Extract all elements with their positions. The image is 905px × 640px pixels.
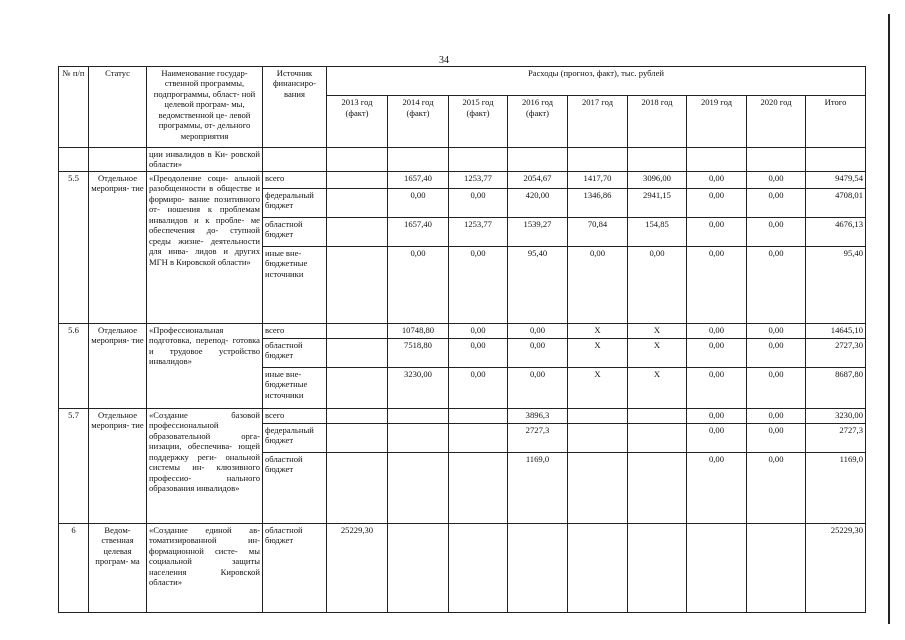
funding-source: федеральный бюджет: [263, 188, 327, 217]
expense-value: [327, 171, 388, 188]
expense-value: 0,00: [628, 246, 687, 323]
expense-value: 0,00: [449, 367, 508, 408]
expense-value: 25229,30: [806, 523, 866, 612]
expense-value: 2727,30: [806, 338, 866, 367]
expense-value: [628, 423, 687, 452]
expense-value: 2054,67: [508, 171, 568, 188]
funding-source: иные вне- бюджетные источники: [263, 246, 327, 323]
expense-value: 1253,77: [449, 217, 508, 246]
expense-value: [327, 323, 388, 338]
row-number: 5.7: [59, 408, 89, 523]
expense-value: 0,00: [687, 171, 747, 188]
expense-value: 95,40: [508, 246, 568, 323]
expense-value: [628, 408, 687, 423]
expense-value: [388, 408, 449, 423]
expense-value: 0,00: [388, 246, 449, 323]
funding-source: областной бюджет: [263, 523, 327, 612]
expense-value: 0,00: [508, 367, 568, 408]
expense-value: 0,00: [747, 423, 806, 452]
header-year: 2019 год: [687, 96, 747, 148]
expense-value: 0,00: [568, 246, 628, 323]
row-status: Отдельное мероприя- тие: [89, 323, 147, 408]
expense-value: [568, 408, 628, 423]
expense-value: 0,00: [687, 367, 747, 408]
row-program-name: «Создание единой ав- томатизированной ин- формационной систе- мы социальной защиты населения Кировской области»: [147, 523, 263, 612]
expense-value: 0,00: [449, 246, 508, 323]
funding-source: областной бюджет: [263, 452, 327, 523]
expense-value: 0,00: [747, 367, 806, 408]
funding-source: всего: [263, 408, 327, 423]
expense-value: [388, 423, 449, 452]
expense-value: [508, 523, 568, 612]
expense-value: 10748,80: [388, 323, 449, 338]
expense-value: 0,00: [687, 246, 747, 323]
table-row: [59, 323, 866, 338]
expense-value: 0,00: [687, 338, 747, 367]
expense-value: 0,00: [508, 338, 568, 367]
expense-value: 0,00: [747, 188, 806, 217]
header-source: Источник финансиро- вания: [263, 67, 327, 148]
expense-value: [388, 523, 449, 612]
expense-value: 0,00: [449, 338, 508, 367]
expense-value: X: [628, 367, 687, 408]
expense-value: [327, 217, 388, 246]
expense-value: 1169,0: [806, 452, 866, 523]
expense-value: 0,00: [687, 323, 747, 338]
table-row: [59, 171, 866, 188]
expenses-table: [58, 66, 866, 613]
row-status: Отдельное мероприя- тие: [89, 408, 147, 523]
expense-value: [628, 523, 687, 612]
header-num: № п/п: [59, 67, 89, 148]
expense-value: 0,00: [449, 188, 508, 217]
expense-value: [327, 423, 388, 452]
expense-value: [687, 523, 747, 612]
expense-value: X: [568, 367, 628, 408]
expense-value: X: [568, 323, 628, 338]
expense-value: [388, 452, 449, 523]
expense-value: X: [568, 338, 628, 367]
expense-value: [327, 452, 388, 523]
header-year: 2017 год: [568, 96, 628, 148]
expense-value: X: [628, 338, 687, 367]
funding-source: всего: [263, 323, 327, 338]
header-year: 2015 год (факт): [449, 96, 508, 148]
expense-value: 2727,3: [508, 423, 568, 452]
header-year: Итого: [806, 96, 866, 148]
expense-value: [449, 452, 508, 523]
expense-value: 0,00: [687, 423, 747, 452]
expense-value: 0,00: [747, 217, 806, 246]
header-expenses: Расходы (прогноз, факт), тыс. рублей: [327, 67, 866, 96]
expense-value: 0,00: [747, 246, 806, 323]
expense-value: 95,40: [806, 246, 866, 323]
expense-value: [628, 452, 687, 523]
expense-value: [449, 408, 508, 423]
expense-value: [568, 523, 628, 612]
expense-value: [449, 423, 508, 452]
expense-value: [568, 423, 628, 452]
expense-value: 0,00: [687, 408, 747, 423]
expense-value: 25229,30: [327, 523, 388, 612]
header-year: 2013 год (факт): [327, 96, 388, 148]
expense-value: [568, 452, 628, 523]
expense-value: 1657,40: [388, 217, 449, 246]
expense-value: 14645,10: [806, 323, 866, 338]
funding-source: федеральный бюджет: [263, 423, 327, 452]
expense-value: 1539,27: [508, 217, 568, 246]
expense-value: [449, 523, 508, 612]
expense-value: 4708,01: [806, 188, 866, 217]
expense-value: 154,85: [628, 217, 687, 246]
continuation-row: [59, 148, 866, 172]
row-status: Отдельное мероприя- тие: [89, 171, 147, 323]
expense-value: [327, 408, 388, 423]
expense-value: 420,00: [508, 188, 568, 217]
expense-value: 0,00: [449, 323, 508, 338]
expense-value: 8687,80: [806, 367, 866, 408]
expense-value: 1253,77: [449, 171, 508, 188]
funding-source: иные вне- бюджетные источники: [263, 367, 327, 408]
header-year: 2014 год (факт): [388, 96, 449, 148]
row-number: 5.5: [59, 171, 89, 323]
row-program-name: «Создание базовой профессиональной образовательной орга- низации, обеспечива- ющей поддержку реги- ональной системы ин- клюзивного профессио- нального образования инвалидов»: [147, 408, 263, 523]
expense-value: 0,00: [388, 188, 449, 217]
expense-value: 4676,13: [806, 217, 866, 246]
expense-value: 2941,15: [628, 188, 687, 217]
expense-value: 0,00: [747, 323, 806, 338]
expense-value: 0,00: [687, 217, 747, 246]
row-number: 5.6: [59, 323, 89, 408]
header-name: Наименование государ- ственной программы, подпрограммы, област- ной целевой програм- мы, ведомственной це- левой программы, от- дельного мероприятия: [147, 67, 263, 148]
header-year: 2020 год: [747, 96, 806, 148]
expense-value: 1417,70: [568, 171, 628, 188]
row-status: Ведом- ственная целевая програм- ма: [89, 523, 147, 612]
page-number: 34: [439, 55, 449, 66]
row-program-name: «Преодоление соци- альной разобщенности в обществе и формиро- вание позитивного от- ношения к проблемам инвалидов и к пробле- ме обеспечения до- ступной среды жизне- деятельности для инва- лидов и других МГН в Кировской области»: [147, 171, 263, 323]
expense-value: 1346,86: [568, 188, 628, 217]
table-row: [59, 523, 866, 612]
expense-value: [327, 188, 388, 217]
expense-value: [747, 523, 806, 612]
page-edge-line: [888, 14, 890, 624]
expense-value: 3096,00: [628, 171, 687, 188]
expense-value: 3230,00: [806, 408, 866, 423]
row-number: 6: [59, 523, 89, 612]
expense-value: 2727,3: [806, 423, 866, 452]
funding-source: областной бюджет: [263, 217, 327, 246]
expense-value: 3896,3: [508, 408, 568, 423]
expense-value: [327, 338, 388, 367]
header-year: 2016 год (факт): [508, 96, 568, 148]
expense-value: [327, 246, 388, 323]
funding-source: областной бюджет: [263, 338, 327, 367]
expense-value: 0,00: [508, 323, 568, 338]
expense-value: X: [628, 323, 687, 338]
expense-value: 3230,00: [388, 367, 449, 408]
expense-value: 1169,0: [508, 452, 568, 523]
expense-value: 0,00: [687, 188, 747, 217]
expense-value: 9479,54: [806, 171, 866, 188]
table-body: [59, 148, 866, 613]
expense-value: 1657,40: [388, 171, 449, 188]
funding-source: всего: [263, 171, 327, 188]
row-program-name: «Профессиональная подготовка, перепод- готовка и трудовое устройство инвалидов»: [147, 323, 263, 408]
expense-value: 0,00: [747, 338, 806, 367]
expense-value: 0,00: [747, 171, 806, 188]
header-year: 2018 год: [628, 96, 687, 148]
expense-value: [327, 367, 388, 408]
expense-value: 7518,80: [388, 338, 449, 367]
header-status: Статус: [89, 67, 147, 148]
expense-value: 0,00: [747, 408, 806, 423]
expense-value: 0,00: [747, 452, 806, 523]
continuation-text: ции инвалидов в Ки- ровской области»: [147, 148, 263, 172]
expense-value: 70,84: [568, 217, 628, 246]
table-row: [59, 408, 866, 423]
expense-value: 0,00: [687, 452, 747, 523]
